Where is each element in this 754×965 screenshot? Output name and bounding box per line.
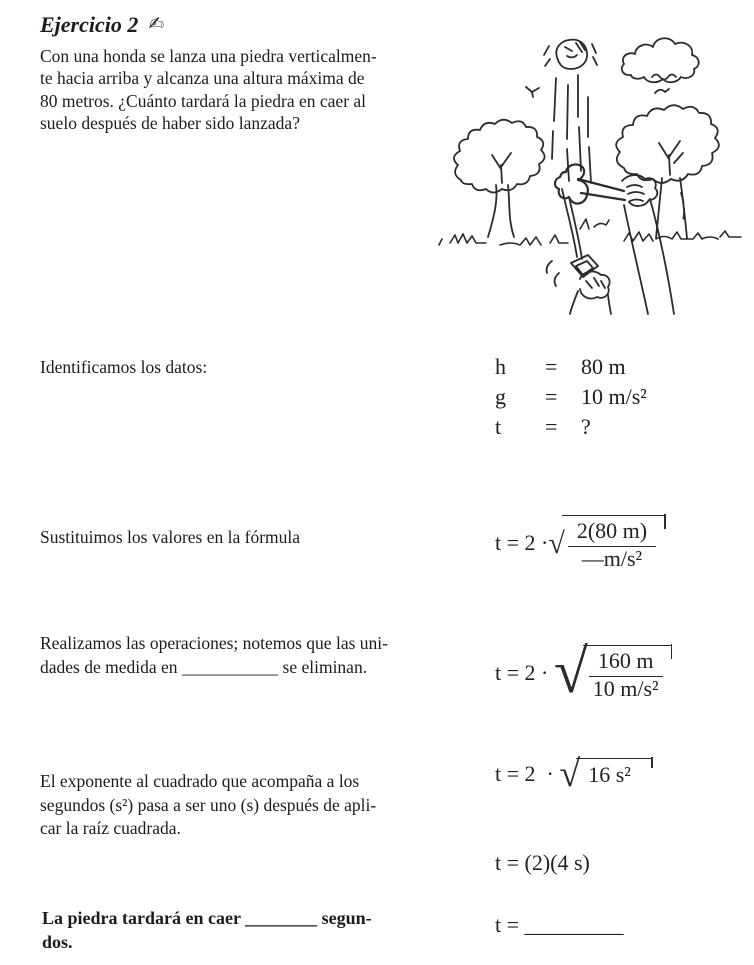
step3-label: Realizamos las operaciones; notemos que las uni- dades de medida en ___________ se eliminan.	[40, 633, 388, 677]
tree-left-icon	[454, 120, 545, 237]
data-list	[495, 354, 647, 444]
motion-lines	[552, 75, 591, 183]
step1-label: Identificamos los datos:	[40, 357, 208, 377]
radical	[559, 753, 651, 795]
answer-blank: _________	[524, 912, 624, 937]
equation-4	[495, 850, 590, 876]
sqrt-icon: √	[559, 753, 581, 795]
writing-hand-icon: ✍	[148, 13, 165, 35]
value-h: 80 m	[581, 354, 626, 379]
equation-5-lhs: t =	[495, 912, 525, 937]
step2-label: Sustituimos los valores en la fórmula	[40, 527, 301, 547]
equation-2	[495, 638, 671, 707]
equals-sign: =	[545, 354, 558, 379]
value-g: 10 m/s²	[581, 384, 647, 409]
equals-sign: =	[545, 414, 558, 439]
pouch-stone-icon	[547, 255, 598, 286]
radical	[548, 515, 664, 572]
hand-right-icon	[622, 175, 684, 314]
page-title	[40, 12, 164, 38]
value-t: ?	[581, 414, 591, 439]
fraction	[568, 519, 656, 571]
fraction	[589, 649, 663, 701]
equation-3-lhs: t = 2 ·	[495, 761, 560, 787]
data-row-h	[495, 354, 647, 384]
equals-sign: =	[545, 384, 558, 409]
problem-statement: Con una honda se lanza una piedra verticalmen- te hacia arriba y alcanza una altura máxima de 80 metros. ¿Cuánto tardará la piedra en caer al suelo después de haber sido lanzada?	[40, 46, 377, 133]
stone-icon	[544, 40, 597, 69]
data-row-g	[495, 384, 647, 414]
slingshot-illustration	[428, 33, 750, 315]
hand-left-icon	[570, 272, 611, 314]
symbol-t: t	[495, 414, 502, 439]
sqrt-icon: √	[553, 638, 588, 707]
step4-label: El exponente al cuadrado que acompaña a los segundos (s²) pasa a ser uno (s) después de apli- car la raíz cuadrada.	[40, 771, 377, 838]
equation-3	[495, 753, 651, 795]
symbol-h: h	[495, 354, 506, 379]
equation-1-lhs: t = 2 ·	[495, 530, 549, 556]
bird-left-icon	[526, 87, 539, 97]
numerator: 160 m	[589, 648, 663, 677]
cloud-icon	[622, 38, 699, 93]
grass	[439, 219, 741, 245]
conclusion-statement: La piedra tardará en caer ________ segun- dos.	[42, 908, 372, 952]
equation-2-lhs: t = 2 ·	[495, 660, 554, 686]
radical	[553, 638, 671, 707]
exercise-title: Ejercicio 2	[40, 12, 139, 37]
symbol-g: g	[495, 384, 506, 409]
equation-5	[495, 912, 624, 938]
equation-4-text: t = (2)(4 s)	[495, 850, 590, 875]
data-row-t	[495, 414, 647, 444]
tree-right-icon	[616, 105, 719, 238]
radicand: 16 s²	[588, 762, 631, 788]
equation-1	[495, 515, 664, 572]
bird-right-icon	[655, 89, 669, 93]
numerator: 2(80 m)	[568, 518, 656, 547]
denominator: —m/s²	[581, 545, 643, 571]
sqrt-icon: √	[548, 526, 565, 560]
denominator: 10 m/s²	[592, 675, 659, 701]
